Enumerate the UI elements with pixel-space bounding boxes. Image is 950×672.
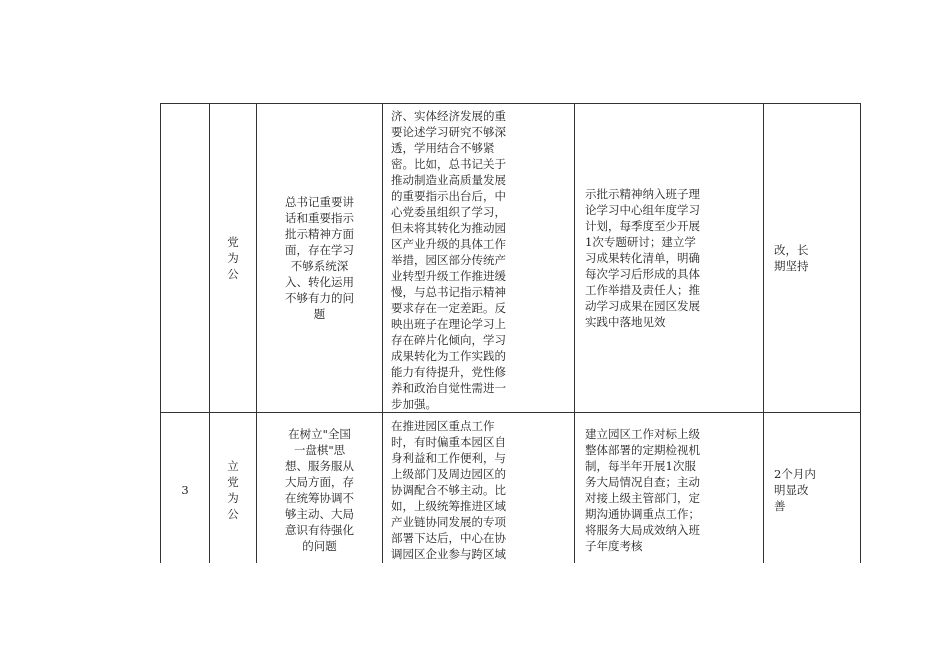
problem-line: 够主动、大局: [285, 507, 354, 521]
description-line: 在推进园区重点工作: [391, 419, 495, 433]
category-cell: [210, 104, 257, 413]
problem-line: 在树立"全国: [288, 427, 351, 441]
description-line: 举措，园区部分传统产: [391, 253, 506, 267]
description-line: 透，学用结合不够紧: [391, 141, 495, 155]
table-row: [161, 413, 861, 568]
description-line: 但未将其转化为推动园: [391, 221, 506, 235]
description-line: 养和政治自觉性需进一: [391, 381, 506, 395]
problem-cell: [257, 413, 383, 568]
description-line: 调园区企业参与跨区域: [391, 547, 506, 561]
measure-line: 务大局情况自查；主动: [585, 475, 700, 489]
problem-line: 一盘棋"思: [293, 443, 346, 457]
category-text: 党为公: [227, 235, 239, 281]
description-line: 部署下达后，中心在协: [391, 531, 506, 545]
problem-line: 不够有力的问: [285, 291, 354, 305]
measure-line: 制，每半年开展1次服: [585, 459, 696, 473]
deadline-line: 明显改: [774, 483, 809, 497]
problem-line: 题: [313, 307, 326, 321]
measure-line: 动学习成果在园区发展: [585, 299, 700, 313]
deadline-cell: [764, 104, 861, 413]
description-line: 成果转化为工作实践的: [391, 349, 506, 363]
description-line: 区产业升级的具体工作: [391, 237, 506, 251]
problem-line: 大局方面，存: [285, 475, 354, 489]
measure-line: 实践中落地见效: [585, 315, 666, 329]
description-line: 心党委虽组织了学习，: [391, 205, 506, 219]
deadline-cell: [764, 413, 861, 568]
description-line: 要论述学习研究不够深: [391, 125, 506, 139]
description-line: 步加强。: [391, 397, 437, 411]
measure-line: 整体部署的定期检视机: [585, 443, 700, 457]
description-line: 协调配合不够主动。比: [391, 483, 506, 497]
description-line: 如，上级统筹推进区域: [391, 499, 506, 513]
description-line: 映出班子在理论学习上: [391, 317, 506, 331]
measures-cell: [575, 104, 764, 413]
category-cell: [210, 413, 257, 568]
description-line: 能力有待提升，党性修: [391, 365, 506, 379]
problem-line: 想、服务服从: [285, 459, 354, 473]
measure-line: 子年度考核: [585, 539, 643, 553]
measure-line: 计划，每季度至少开展: [585, 219, 700, 233]
problem-line: 入、转化运用: [285, 275, 354, 289]
measure-line: 工作举措及责任人；推: [585, 283, 700, 297]
description-line: 产业链协同发展的专项: [391, 515, 506, 529]
row-number: 3: [181, 483, 189, 497]
problem-cell: [257, 104, 383, 413]
problem-line: 总书记重要讲: [285, 195, 354, 209]
measure-line: 建立园区工作对标上级: [585, 427, 700, 441]
deadline-line: 善: [774, 499, 786, 513]
deadline-line: 2个月内: [774, 467, 816, 481]
problem-line: 意识有待强化: [285, 523, 354, 537]
description-line: 密。比如，总书记关于: [391, 157, 506, 171]
problem-line: 不够系统深: [290, 259, 349, 273]
measure-line: 对接上级主管部门，定: [585, 491, 700, 505]
measures-cell: [575, 413, 764, 568]
problem-line: 面，存在学习: [285, 243, 354, 257]
table-row: [161, 104, 861, 413]
problem-line: 话和重要指示: [285, 211, 354, 225]
description-line: 济、实体经济发展的重: [391, 109, 506, 123]
deadline-line: 期坚持: [774, 259, 809, 273]
measure-line: 每次学习后形成的具体: [585, 267, 700, 281]
description-line: 慢，与总书记指示精神: [391, 285, 506, 299]
measure-line: 论学习中心组年度学习: [585, 203, 700, 217]
description-line: 存在碎片化倾向，学习: [391, 333, 506, 347]
row-number-cell: [161, 104, 210, 413]
measure-line: 1次专题研讨；建立学: [585, 235, 696, 249]
measure-line: 将服务大局成效纳入班: [585, 523, 700, 537]
description-line: 时，有时偏重本园区自: [391, 435, 506, 449]
measure-line: 习成果转化清单，明确: [585, 251, 700, 265]
description-line: 的重要指示出台后，中: [391, 189, 506, 203]
description-line: 业转型升级工作推进缓: [391, 269, 506, 283]
description-line: 身利益和工作便利，与: [391, 451, 506, 465]
measure-line: 示批示精神纳入班子理: [585, 187, 700, 201]
category-text: 立党为公: [227, 459, 239, 521]
problem-line: 在统筹协调不: [285, 491, 354, 505]
measure-line: 期沟通协调重点工作；: [585, 507, 700, 521]
deadline-line: 改，长: [774, 243, 809, 257]
description-line: 推动制造业高质量发展: [391, 173, 506, 187]
description-line: 上级部门及周边园区的: [391, 467, 506, 481]
problem-line: 批示精神方面: [285, 227, 354, 241]
description-cell: [383, 413, 575, 568]
rectification-table: [160, 103, 861, 568]
row-number-cell: [161, 413, 210, 568]
problem-line: 的问题: [302, 539, 337, 553]
description-cell: [383, 104, 575, 413]
description-line: 要求存在一定差距。反: [391, 301, 506, 315]
page-bottom-margin: [0, 563, 950, 672]
